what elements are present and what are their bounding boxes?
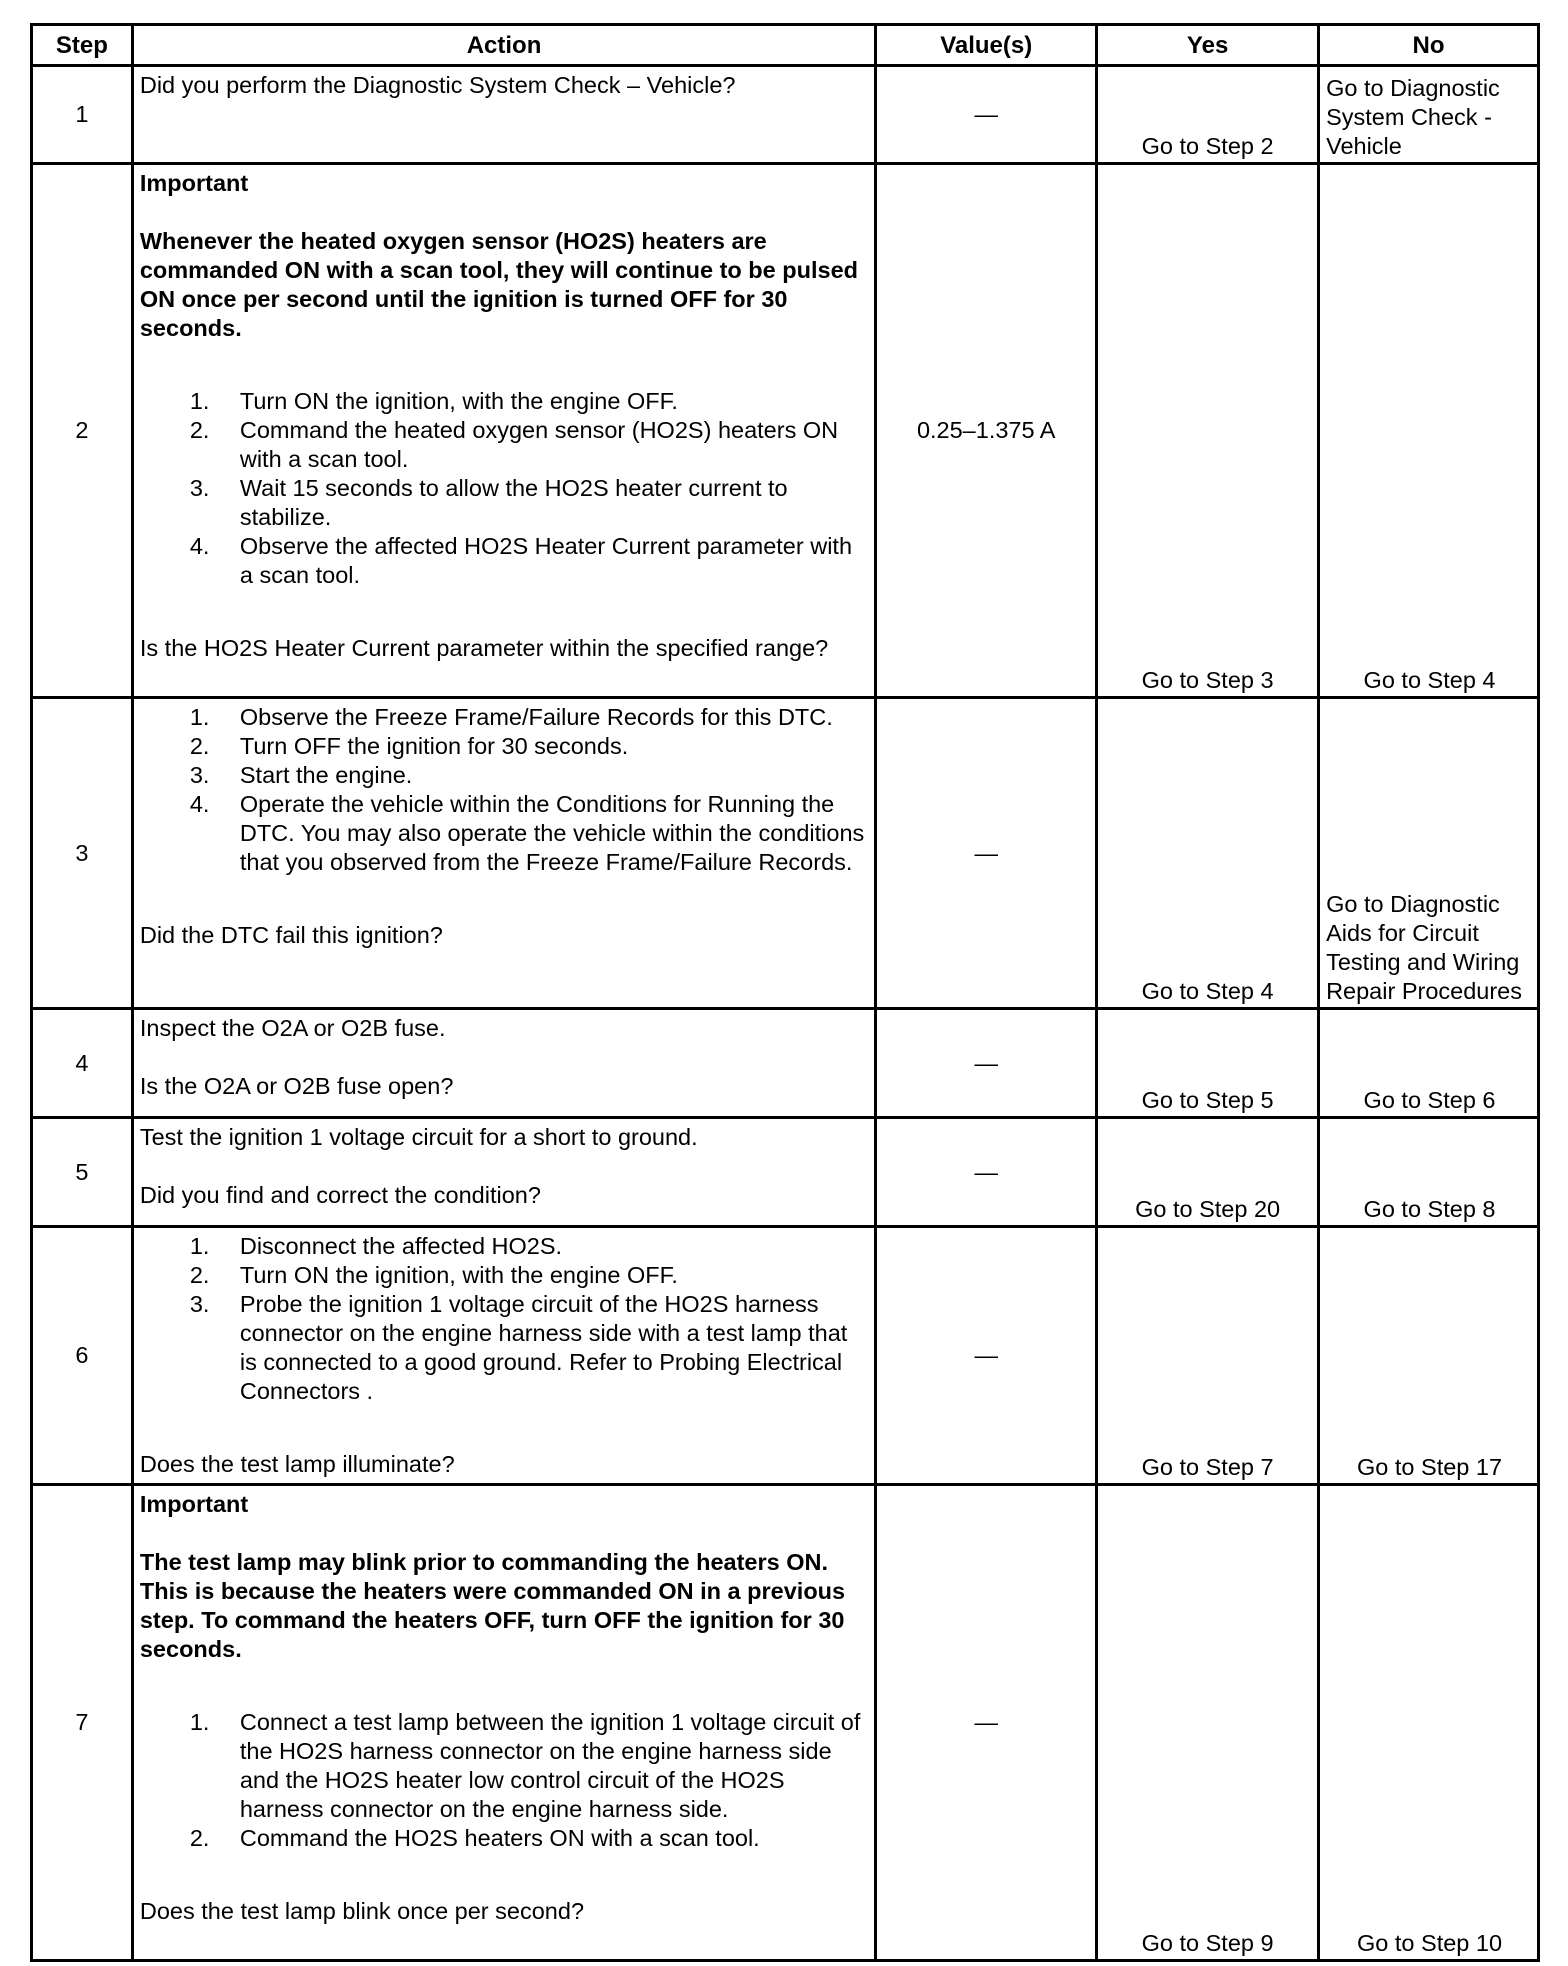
no-cell: Go to Diagnostic System Check - Vehicle [1319, 66, 1539, 164]
question-text: Is the HO2S Heater Current parameter within the specified range? [139, 635, 829, 661]
diagnostic-table [30, 23, 1540, 1962]
action-cell [132, 1009, 875, 1118]
list-item: 3. Wait 15 seconds to allow the HO2S heater current to stabilize. [189, 475, 788, 530]
list-item: 2. Turn ON the ignition, with the engine OFF. [189, 1262, 678, 1288]
header-yes: Yes [1097, 25, 1319, 66]
header-step: Step [32, 25, 133, 66]
list-item: 1. Observe the Freeze Frame/Failure Records for this DTC. [189, 704, 833, 730]
question-text: Did the DTC fail this ignition? [139, 922, 443, 948]
table-row [32, 66, 1539, 164]
header-action: Action [132, 25, 875, 66]
value-cell: — [876, 1485, 1097, 1961]
important-text: The test lamp may blink prior to commanding the heaters ON. This is because the heaters were commanded ON in a previous step. To command the heaters OFF, turn OFF the ignition for 30 seconds. [139, 1549, 846, 1662]
list-item: 2. Turn OFF the ignition for 30 seconds. [189, 733, 629, 759]
procedure-list [140, 1708, 866, 1853]
no-cell: Go to Step 10 [1319, 1485, 1539, 1961]
important-title: Important [139, 1491, 249, 1517]
table-row [32, 698, 1539, 1009]
header-row [32, 25, 1539, 66]
action-cell [132, 164, 875, 698]
step-number: 2 [32, 164, 133, 698]
no-cell: Go to Step 17 [1319, 1227, 1539, 1485]
value-cell: — [876, 1118, 1097, 1227]
list-item: 4. Operate the vehicle within the Conditions for Running the DTC. You may also operate the vehicle within the conditions that you observed from the Freeze Frame/Failure Records. [189, 791, 865, 875]
question-text: Is the O2A or O2B fuse open? [139, 1073, 454, 1099]
list-item: 1. Disconnect the affected HO2S. [189, 1233, 563, 1259]
action-cell [132, 66, 875, 164]
no-cell: Go to Step 6 [1319, 1009, 1539, 1118]
list-item: 4. Observe the affected HO2S Heater Current parameter with a scan tool. [189, 533, 853, 588]
table-row [32, 1118, 1539, 1227]
question-text: Does the test lamp illuminate? [139, 1451, 455, 1477]
list-item: 3. Start the engine. [189, 762, 413, 788]
list-item: 2. Command the HO2S heaters ON with a scan tool. [189, 1825, 760, 1851]
value-cell: — [876, 698, 1097, 1009]
yes-cell: Go to Step 4 [1097, 698, 1319, 1009]
table-row [32, 1485, 1539, 1961]
yes-cell: Go to Step 9 [1097, 1485, 1319, 1961]
procedure-list [140, 1232, 866, 1406]
procedure-list [140, 703, 866, 877]
important-title: Important [139, 170, 249, 196]
value-cell: — [876, 66, 1097, 164]
yes-cell: Go to Step 5 [1097, 1009, 1319, 1118]
step-number: 4 [32, 1009, 133, 1118]
step-number: 6 [32, 1227, 133, 1485]
action-cell [132, 1485, 875, 1961]
action-text: Test the ignition 1 voltage circuit for a short to ground. [139, 1124, 698, 1150]
yes-cell: Go to Step 3 [1097, 164, 1319, 698]
action-cell [132, 1118, 875, 1227]
no-cell: Go to Diagnostic Aids for Circuit Testing and Wiring Repair Procedures [1319, 698, 1539, 1009]
list-item: 1. Turn ON the ignition, with the engine OFF. [189, 388, 678, 414]
yes-cell: Go to Step 7 [1097, 1227, 1319, 1485]
yes-cell: Go to Step 20 [1097, 1118, 1319, 1227]
step-number: 7 [32, 1485, 133, 1961]
step-number: 5 [32, 1118, 133, 1227]
step-number: 3 [32, 698, 133, 1009]
step-number: 1 [32, 66, 133, 164]
list-item: 1. Connect a test lamp between the ignition 1 voltage circuit of the HO2S harness connector on the engine harness side and the HO2S heater low control circuit of the HO2S harness connector on the engine harness side. [189, 1709, 861, 1822]
header-values: Value(s) [876, 25, 1097, 66]
question-text: Did you find and correct the condition? [139, 1182, 541, 1208]
action-text: Did you perform the Diagnostic System Check – Vehicle? [139, 72, 736, 98]
value-cell: — [876, 1227, 1097, 1485]
no-cell: Go to Step 8 [1319, 1118, 1539, 1227]
list-item: 2. Command the heated oxygen sensor (HO2S) heaters ON with a scan tool. [189, 417, 839, 472]
table-row [32, 164, 1539, 698]
procedure-list [140, 387, 866, 590]
yes-cell: Go to Step 2 [1097, 66, 1319, 164]
no-cell: Go to Step 4 [1319, 164, 1539, 698]
list-item: 3. Probe the ignition 1 voltage circuit of the HO2S harness connector on the engine harness side with a test lamp that is connected to a good ground. Refer to Probing Electrical Connectors . [189, 1291, 848, 1404]
action-cell [132, 1227, 875, 1485]
value-cell: — [876, 1009, 1097, 1118]
table-row [32, 1227, 1539, 1485]
action-cell [132, 698, 875, 1009]
important-text: Whenever the heated oxygen sensor (HO2S) heaters are commanded ON with a scan tool, they will continue to be pulsed ON once per second until the ignition is turned OFF for 30 seconds. [139, 228, 858, 341]
action-text: Inspect the O2A or O2B fuse. [139, 1015, 446, 1041]
table-row [32, 1009, 1539, 1118]
header-no: No [1319, 25, 1539, 66]
question-text: Does the test lamp blink once per second? [139, 1898, 585, 1924]
value-cell: 0.25–1.375 A [876, 164, 1097, 698]
